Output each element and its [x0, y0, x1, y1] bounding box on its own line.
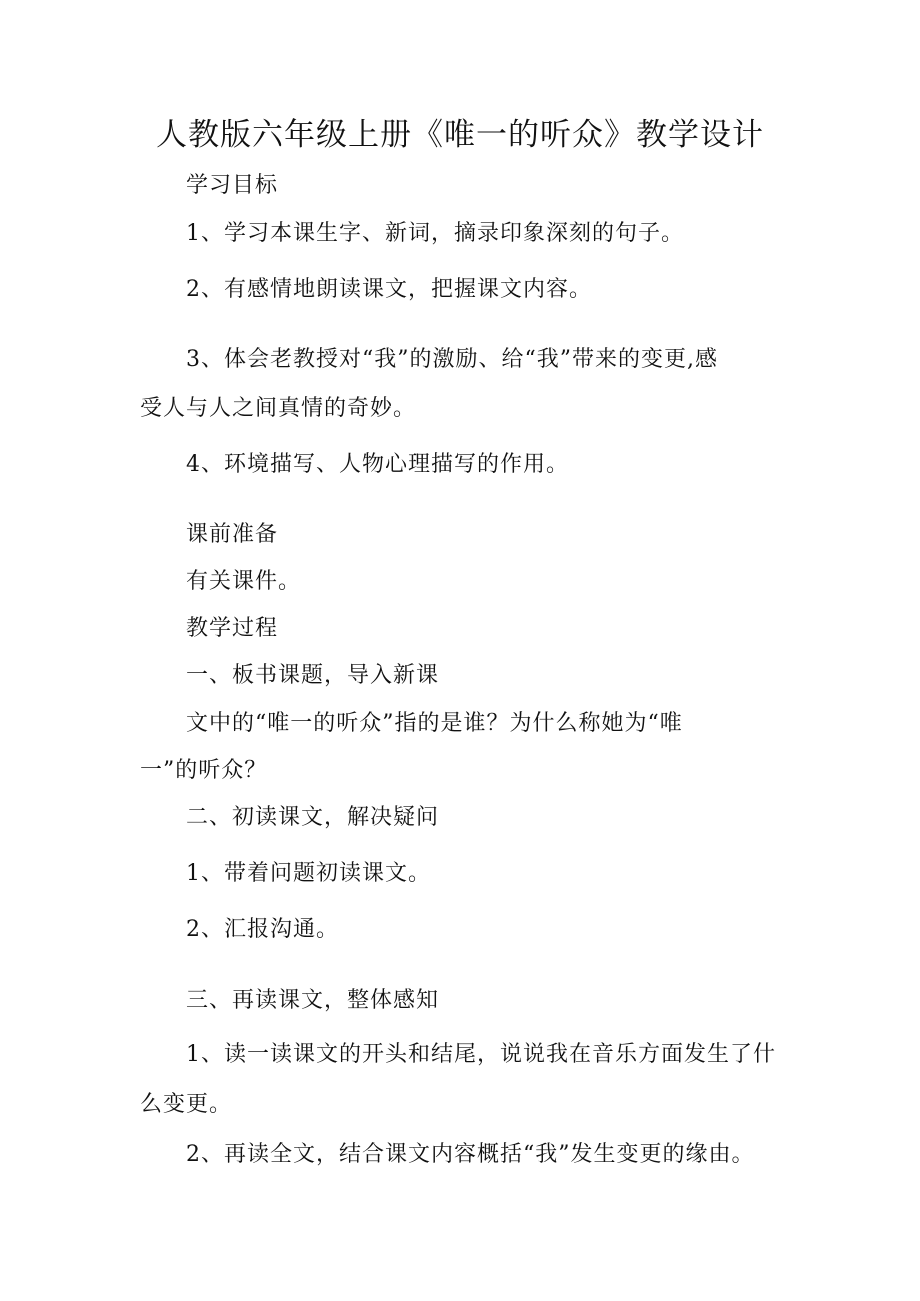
section-heading-objectives: 学习目标: [186, 173, 279, 198]
paragraph-line: 2、汇报沟通。: [186, 917, 339, 942]
section-heading-preparation: 课前准备: [186, 522, 279, 547]
paragraph-line: 2、再读全文，结合课文内容概括“我”发生变更的缘由。: [186, 1142, 755, 1167]
paragraph-line: 2、有感情地朗读课文，把握课文内容。: [186, 277, 592, 302]
paragraph-line: 一”的听众？: [140, 758, 268, 783]
paragraph-line: 文中的“唯一的听众”指的是谁？为什么称她为“唯: [186, 711, 683, 736]
paragraph-line: 受人与人之间真情的奇妙。: [140, 396, 417, 421]
paragraph-line: 4、环境描写、人物心理描写的作用。: [186, 452, 569, 477]
section-heading-step-3: 三、再读课文，整体感知: [186, 988, 440, 1013]
paragraph-line: 有关课件。: [186, 569, 302, 594]
paragraph-line: 3、体会老教授对“我”的激励、给“我”带来的变更,感: [186, 347, 718, 372]
paragraph-line: 1、带着问题初读课文。: [186, 861, 431, 886]
document-title: 人教版六年级上册《唯一的听众》教学设计: [156, 117, 764, 153]
paragraph-line: 1、读一读课文的开头和结尾，说说我在音乐方面发生了什: [186, 1042, 776, 1067]
section-heading-process: 教学过程: [186, 616, 279, 641]
section-heading-step-1: 一、板书课题，导入新课: [186, 663, 440, 688]
paragraph-line: 1、学习本课生字、新词，摘录印象深刻的句子。: [186, 221, 684, 246]
section-heading-step-2: 二、初读课文，解决疑问: [186, 805, 440, 830]
paragraph-line: 么变更。: [140, 1092, 233, 1117]
